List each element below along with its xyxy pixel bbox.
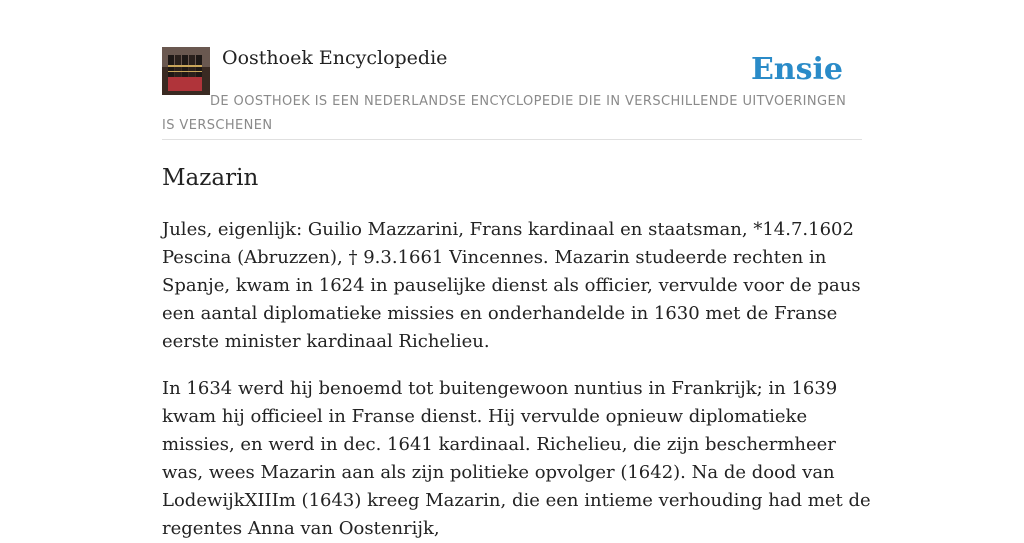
brand-logo[interactable]: Ensie [750, 52, 843, 87]
header [162, 46, 862, 140]
article-title: Mazarin [162, 165, 259, 191]
source-name[interactable]: Oosthoek Encyclopedie [222, 47, 448, 69]
article-paragraph: In 1634 werd hij benoemd tot buitengewoon nuntius in Frankrijk; in 1639 kwam hij officieel in Franse dienst. Hij vervulde opnieuw diplomatieke missies, en werd in dec. 1641 kardinaal. Richelieu, die zijn beschermheer was, wees Mazarin aan als zijn politieke opvolger (1642). Na de dood van LodewijkXIIIm (1643) kreeg Mazarin, die een intieme verhouding had met de regentes Anna van Oostenrijk, [162, 378, 871, 539]
encyclopedia-books-icon[interactable] [162, 47, 210, 95]
article-paragraph: Jules, eigenlijk: Guilio Mazzarini, Frans kardinaal en staatsman, *14.7.1602 Pescina (Abruzzen), † 9.3.1661 Vincennes. Mazarin studeerde rechten in Spanje, kwam in 1624 in pauselijke dienst als officier, vervulde voor de paus een aantal diplomatieke missies en onderhandelde in 1630 met de Franse eerste minister kardinaal Richelieu. [162, 219, 861, 352]
article [162, 160, 872, 543]
source-tagline: DE OOSTHOEK IS EEN NEDERLANDSE ENCYCLOPEDIE DIE IN VERSCHILLENDE UITVOERINGEN IS VERSCHENEN [162, 94, 847, 133]
